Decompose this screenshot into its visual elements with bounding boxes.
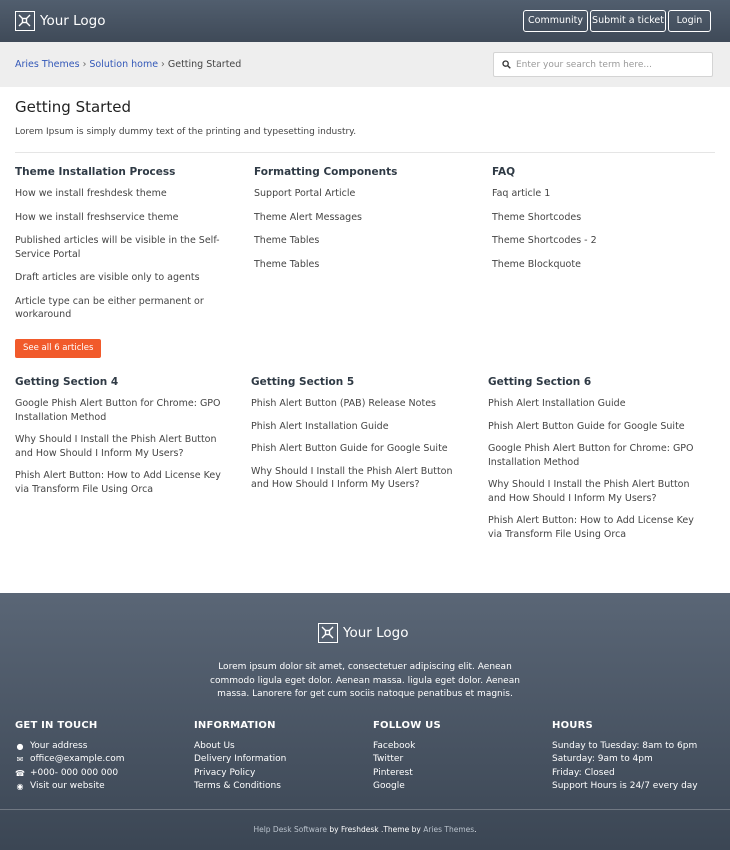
copyright-end: . <box>474 825 477 834</box>
footer-follow-us <box>373 720 441 793</box>
footer-website-text[interactable]: Visit our website <box>30 780 105 791</box>
submit-ticket-button[interactable]: Submit a ticket <box>590 10 666 32</box>
article-link[interactable]: Why Should I Install the Phish Alert Button and How Should I Inform My Users? <box>488 479 690 504</box>
search-input[interactable] <box>516 53 706 76</box>
footer-column-title: INFORMATION <box>194 720 276 731</box>
article-link[interactable]: Draft articles are visible only to agents <box>15 272 200 283</box>
article-link[interactable]: Phish Alert Button (PAB) Release Notes <box>251 398 436 409</box>
footer-logo[interactable] <box>318 623 408 643</box>
section-formatting-components <box>254 166 479 281</box>
see-all-articles-button[interactable]: See all 6 articles <box>15 339 101 358</box>
article-link[interactable]: Google Phish Alert Button for Chrome: GPO Installation Method <box>488 443 694 468</box>
logo-text: Your Logo <box>343 625 409 641</box>
copyright <box>0 825 730 834</box>
footer-address-text: Your address <box>30 741 88 751</box>
article-link[interactable]: Why Should I Install the Phish Alert Button and How Should I Inform My Users? <box>15 434 217 459</box>
breadcrumb-solution-home[interactable]: Solution home <box>89 59 159 70</box>
footer-column-title: GET IN TOUCH <box>15 720 98 731</box>
footer-column-title: HOURS <box>552 720 593 731</box>
logo-icon <box>15 11 35 31</box>
footer-information <box>194 720 286 793</box>
section-getting-6 <box>488 376 708 550</box>
footer-hours-line: Sunday to Tuesday: 8am to 6pm <box>552 741 698 751</box>
site-logo[interactable] <box>15 11 105 31</box>
footer-email-text[interactable]: office@example.com <box>30 754 125 765</box>
footer-column-title: FOLLOW US <box>373 720 441 731</box>
section-title[interactable]: FAQ <box>492 166 516 178</box>
search-icon <box>502 60 511 72</box>
page-description: Lorem Ipsum is simply dummy text of the printing and typesetting industry. <box>15 127 357 137</box>
article-link[interactable]: Phish Alert Installation Guide <box>488 398 626 409</box>
login-button[interactable]: Login <box>668 10 711 32</box>
article-link[interactable]: Theme Tables <box>254 235 320 246</box>
search-box <box>493 52 713 77</box>
section-title[interactable]: Getting Section 5 <box>251 376 355 388</box>
article-link[interactable]: Theme Tables <box>254 258 320 270</box>
footer-link-google[interactable]: Google <box>373 780 405 791</box>
article-link[interactable]: Phish Alert Button Guide for Google Suite <box>251 443 448 454</box>
breadcrumb-aries-themes[interactable]: Aries Themes <box>15 59 80 70</box>
footer-link-facebook[interactable]: Facebook <box>373 741 416 751</box>
article-link[interactable]: Theme Shortcodes - 2 <box>492 235 597 246</box>
footer-website[interactable] <box>15 780 125 793</box>
map-pin-icon: ● <box>16 742 24 751</box>
footer-link-privacy[interactable]: Privacy Policy <box>194 767 256 778</box>
footer-hours-line: Support Hours is 24/7 every day <box>552 780 698 791</box>
breadcrumb-current: Getting Started <box>167 59 242 70</box>
page-title: Getting Started <box>15 98 131 116</box>
footer-address <box>15 740 125 753</box>
copyright-text: by Freshdesk .Theme by <box>327 825 424 834</box>
divider <box>15 152 715 153</box>
footer-get-in-touch <box>15 720 125 793</box>
footer-email[interactable] <box>15 753 125 766</box>
article-link[interactable]: Article type can be either permanent or workaround <box>15 295 204 320</box>
footer-phone[interactable] <box>15 767 125 780</box>
footer-link-pinterest[interactable]: Pinterest <box>373 767 413 778</box>
article-link[interactable]: Faq article 1 <box>492 188 551 199</box>
article-link[interactable]: Published articles will be visible in the Self-Service Portal <box>15 235 220 260</box>
footer-link-delivery[interactable]: Delivery Information <box>194 754 287 765</box>
breadcrumb-separator: › <box>161 59 165 70</box>
article-link[interactable]: How we install freshservice theme <box>15 211 179 223</box>
mail-icon: ✉ <box>16 755 24 765</box>
breadcrumb-bar <box>0 42 730 87</box>
section-theme-installation <box>15 166 240 332</box>
site-header <box>0 0 730 42</box>
community-button[interactable]: Community <box>523 10 588 32</box>
footer-description: Lorem ipsum dolor sit amet, consectetuer adipiscing elit. Aenean commodo ligula eget dolor. Aenean massa. ligula eget dolor. Aenean massa. Lanorere for get cum sociis natoque penatibus et magnis. <box>210 662 520 699</box>
article-link[interactable]: Phish Alert Button: How to Add License Key via Transform File Using Orca <box>15 470 221 495</box>
article-link[interactable]: Theme Blockquote <box>492 258 581 270</box>
logo-text: Your Logo <box>40 13 106 29</box>
section-getting-5 <box>251 376 466 501</box>
globe-icon: ◉ <box>16 781 24 791</box>
section-title[interactable]: Formatting Components <box>254 166 398 178</box>
logo-icon <box>318 623 338 643</box>
article-link[interactable]: Support Portal Article <box>254 188 356 199</box>
section-getting-4 <box>15 376 230 505</box>
article-link[interactable]: Theme Alert Messages <box>254 211 363 223</box>
footer-phone-text[interactable]: +000- 000 000 000 <box>30 767 119 778</box>
article-link[interactable]: Google Phish Alert Button for Chrome: GPO Installation Method <box>15 398 221 423</box>
article-link[interactable]: Phish Alert Installation Guide <box>251 420 389 432</box>
section-title[interactable]: Theme Installation Process <box>15 166 176 178</box>
breadcrumb-separator: › <box>82 59 87 70</box>
article-link[interactable]: How we install freshdesk theme <box>15 188 167 199</box>
section-faq <box>492 166 717 281</box>
site-footer <box>0 593 730 850</box>
footer-hours <box>552 720 698 793</box>
help-desk-software-link[interactable]: Help Desk Software <box>253 825 328 834</box>
footer-link-terms[interactable]: Terms & Conditions <box>194 780 281 791</box>
footer-hours-line: Saturday: 9am to 4pm <box>552 754 653 765</box>
section-title[interactable]: Getting Section 6 <box>488 376 592 388</box>
footer-divider <box>0 809 730 810</box>
article-link[interactable]: Theme Shortcodes <box>492 211 582 223</box>
breadcrumb <box>15 59 241 70</box>
article-link[interactable]: Phish Alert Button: How to Add License Key via Transform File Using Orca <box>488 515 694 540</box>
article-link[interactable]: Phish Alert Button Guide for Google Suite <box>488 420 685 432</box>
aries-themes-link[interactable]: Aries Themes <box>423 825 475 834</box>
footer-link-twitter[interactable]: Twitter <box>373 754 404 765</box>
phone-icon: ☎ <box>15 768 25 778</box>
footer-hours-line: Friday: Closed <box>552 767 615 778</box>
article-link[interactable]: Why Should I Install the Phish Alert Button and How Should I Inform My Users? <box>251 465 453 490</box>
footer-link-about[interactable]: About Us <box>194 741 235 751</box>
section-title[interactable]: Getting Section 4 <box>15 376 119 388</box>
